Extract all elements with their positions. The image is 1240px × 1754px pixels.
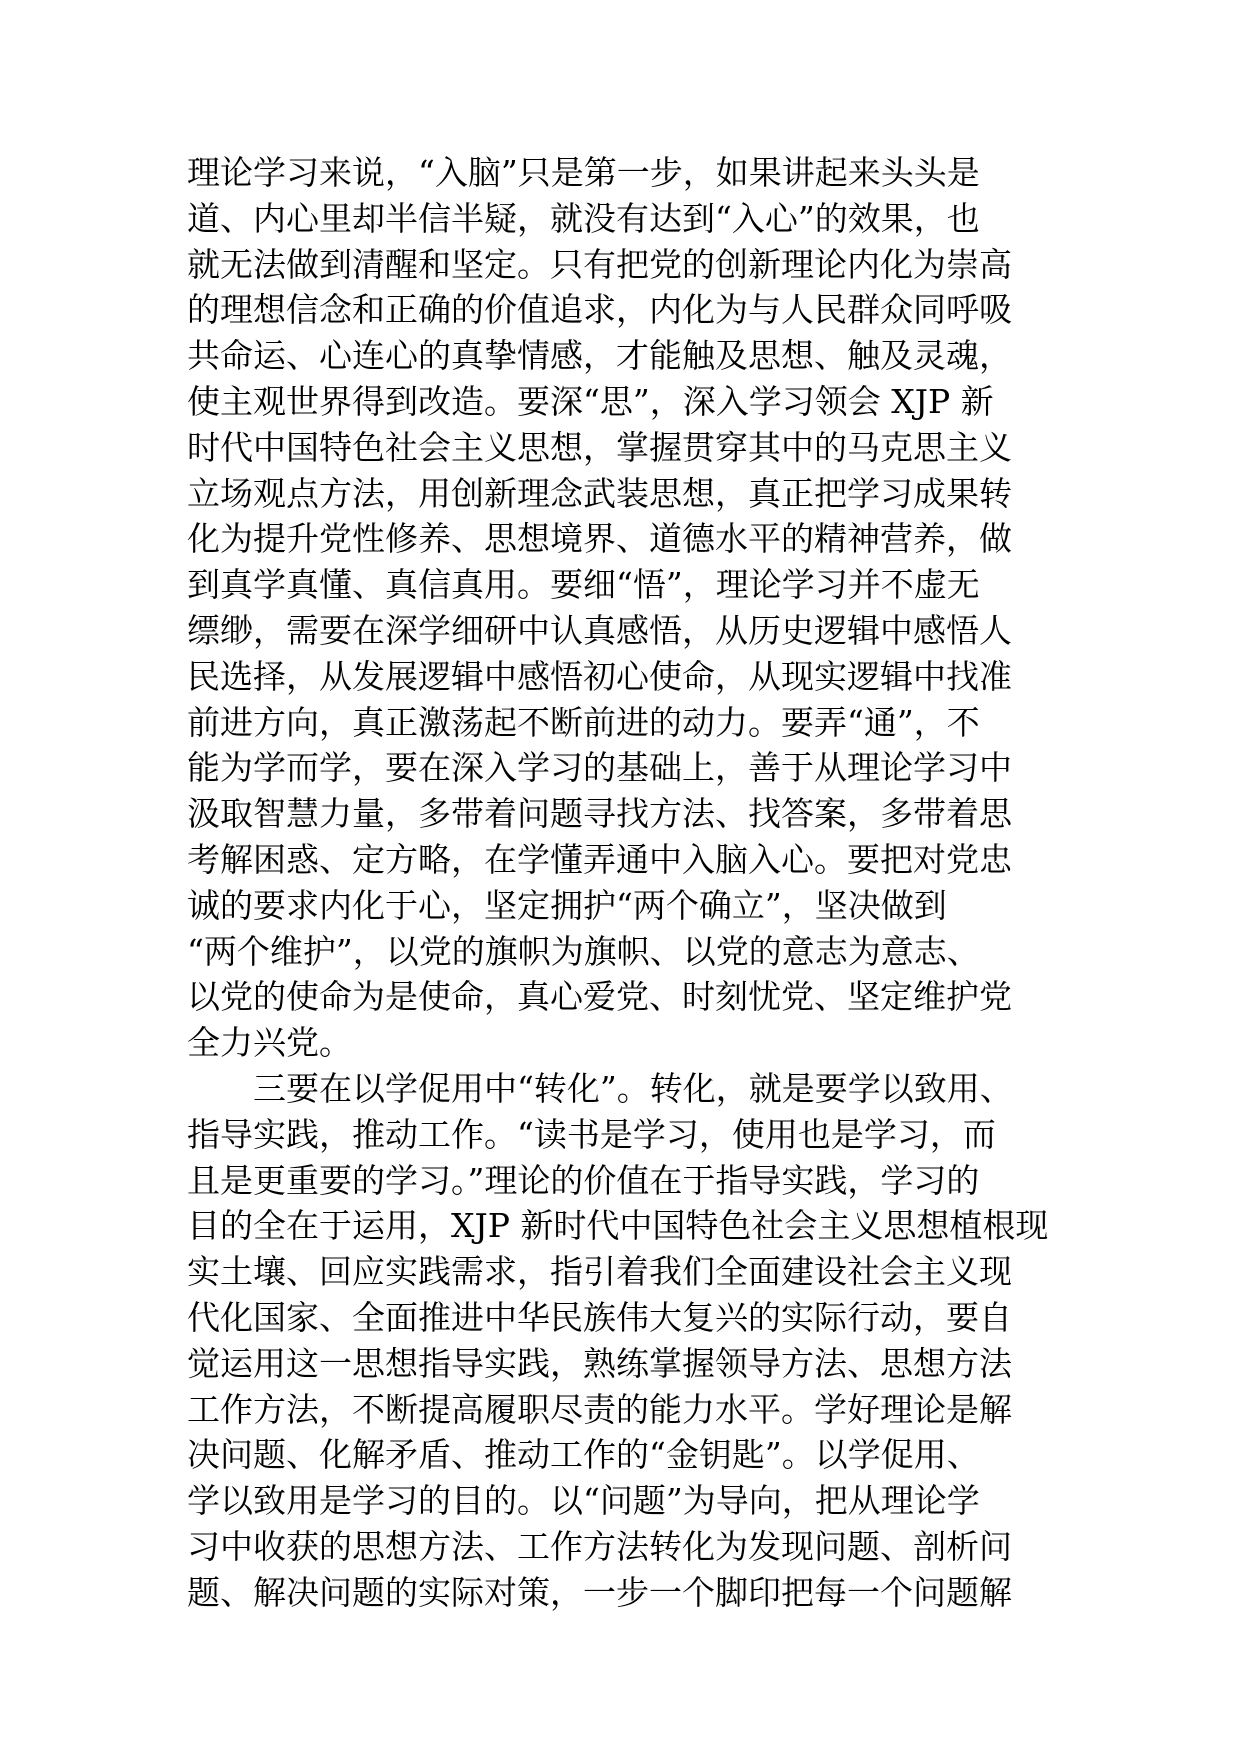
text-line: 考解困惑、定方略，在学懂弄通中入脑入心。要把对党忠: [187, 839, 1012, 879]
text-line: 化为提升党性修养、思想境界、道德水平的精神营养，做: [187, 519, 1012, 559]
text-line: 目的全在于运用，XJP 新时代中国特色社会主义思想植根现: [187, 1206, 1049, 1246]
text-line: 代化国家、全面推进中华民族伟大复兴的实际行动，要自: [187, 1297, 1012, 1337]
text-line: 使主观世界得到改造。要深“思”，深入学习领会 XJP 新: [187, 381, 994, 421]
text-line: 三要在以学促用中“转化”。转化，就是要学以致用、: [187, 1068, 1013, 1108]
text-line: 全力兴党。: [187, 1023, 352, 1063]
text-line: 汲取智慧力量，多带着问题寻找方法、找答案，多带着思: [187, 794, 1012, 834]
text-line: 学以致用是学习的目的。以“问题”为导向，把从理论学: [187, 1481, 980, 1521]
text-line: 指导实践，推动工作。“读书是学习，使用也是学习，而: [187, 1114, 996, 1154]
text-line: 的理想信念和正确的价值追求，内化为与人民群众同呼吸: [187, 290, 1012, 330]
text-line: 理论学习来说，“入脑”只是第一步，如果讲起来头头是: [187, 153, 980, 192]
text-line: “两个维护”，以党的旗帜为旗帜、以党的意志为意志、: [187, 931, 980, 971]
text-line: 且是更重要的学习。”理论的价值在于指导实践，学习的: [187, 1160, 980, 1200]
text-line: 实土壤、回应实践需求，指引着我们全面建设社会主义现: [187, 1252, 1012, 1292]
text-line: 民选择，从发展逻辑中感悟初心使命，从现实逻辑中找准: [187, 656, 1012, 696]
text-line: 题、解决问题的实际对策，一步一个脚印把每一个问题解: [187, 1572, 1012, 1612]
text-line: 习中收获的思想方法、工作方法转化为发现问题、剖析问: [187, 1526, 1012, 1566]
text-line: 道、内心里却半信半疑，就没有达到“入心”的效果，也: [187, 198, 980, 238]
text-line: 决问题、化解矛盾、推动工作的“金钥匙”。以学促用、: [187, 1435, 980, 1475]
text-line: 就无法做到清醒和坚定。只有把党的创新理论内化为崇高: [187, 244, 1012, 284]
text-line: 诚的要求内化于心，坚定拥护“两个确立”，坚决做到: [187, 885, 947, 925]
text-line: 共命运、心连心的真挚情感，才能触及思想、触及灵魂，: [187, 336, 1012, 376]
text-line: 前进方向，真正激荡起不断前进的动力。要弄“通”，不: [187, 702, 980, 742]
text-line: 到真学真懂、真信真用。要细“悟”，理论学习并不虚无: [187, 565, 980, 605]
body-text: [187, 150, 1067, 1616]
text-line: 工作方法，不断提高履职尽责的能力水平。学好理论是解: [187, 1389, 1012, 1429]
text-line: 觉运用这一思想指导实践，熟练掌握领导方法、思想方法: [187, 1343, 1012, 1383]
text-line: 立场观点方法，用创新理念武装思想，真正把学习成果转: [187, 473, 1012, 513]
text-line: 以党的使命为是使命，真心爱党、时刻忧党、坚定维护党: [187, 977, 1012, 1017]
text-line: 时代中国特色社会主义思想，掌握贯穿其中的马克思主义: [187, 427, 1012, 467]
text-line: 能为学而学，要在深入学习的基础上，善于从理论学习中: [187, 748, 1012, 788]
text-line: 缥缈，需要在深学细研中认真感悟，从历史逻辑中感悟人: [187, 610, 1012, 650]
